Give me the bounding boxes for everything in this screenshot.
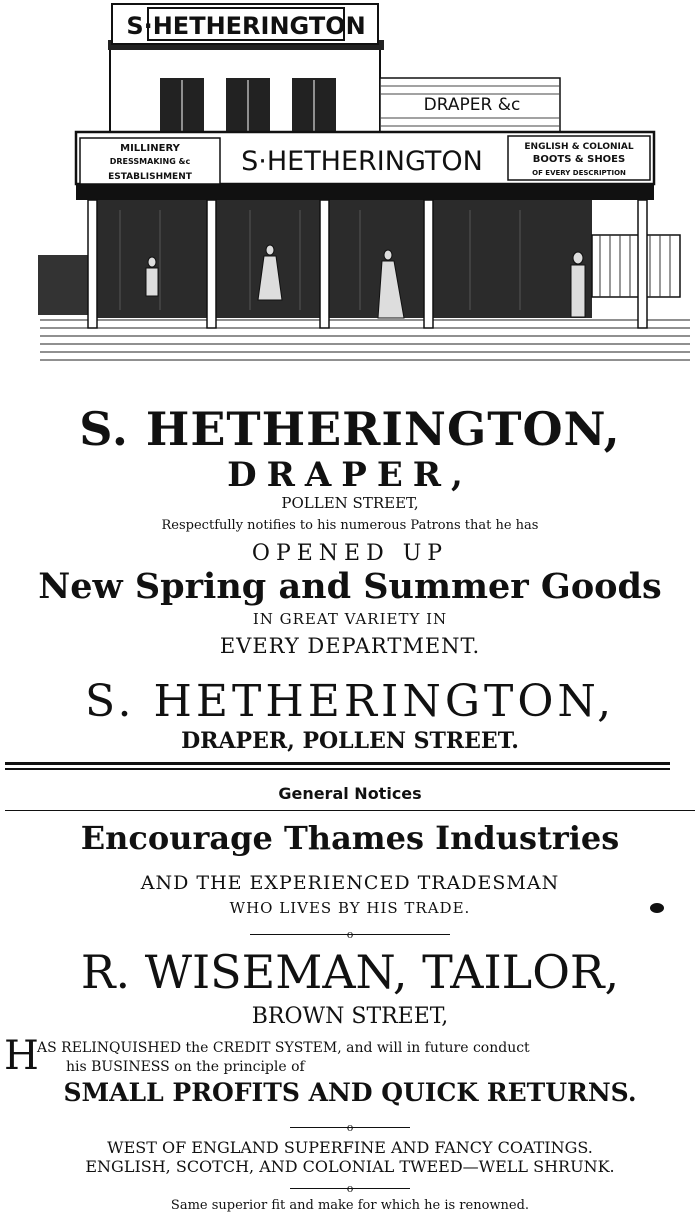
coatings-line: WEST OF ENGLAND SUPERFINE AND FANCY COATINGS. (107, 1138, 593, 1157)
double-rule-top (5, 762, 670, 765)
pollen-street: POLLEN STREET, (281, 494, 419, 512)
footer-line: Same superior fit and make for which he is renowned. (170, 1198, 530, 1213)
body-line-2: his BUSINESS on the principle of (66, 1059, 305, 1075)
main-sign: S·HETHERINGTON (241, 146, 483, 177)
section-heading: General Notices (278, 784, 422, 803)
right-board-line-2: BOOTS & SHOES (532, 154, 626, 165)
section-rule (5, 810, 695, 811)
tradesman-line: AND THE EXPERIENCED TRADESMAN (140, 872, 560, 894)
variety-line: IN GREAT VARIETY IN (252, 610, 448, 628)
ink-blot (650, 903, 664, 913)
thames-headline: Encourage Thames Industries (80, 819, 620, 857)
body-line-1: AS RELINQUISHED the CREDIT SYSTEM, and will in future conduct (37, 1040, 530, 1056)
right-board-line-1: ENGLISH & COLONIAL (524, 142, 634, 152)
hetherington-name-2: S. HETHERINGTON, (84, 676, 616, 727)
brown-street: BROWN STREET, (251, 1004, 449, 1029)
side-sign: DRAPER &c (423, 95, 521, 115)
shop-engraving (0, 0, 700, 380)
left-board-line-1: MILLINERY (120, 143, 180, 154)
slogan-line: SMALL PROFITS AND QUICK RETURNS. (63, 1078, 637, 1107)
double-rule-bottom (5, 768, 670, 770)
left-board-line-3: ESTABLISHMENT (108, 172, 192, 182)
opened-up: OPENED UP (251, 541, 449, 566)
left-board-line-2: DRESSMAKING &c (109, 157, 191, 166)
drop-cap: H (4, 1033, 39, 1079)
divider-mark-2: o (346, 1121, 354, 1134)
department-line: EVERY DEPARTMENT. (219, 634, 481, 658)
address-line: DRAPER, POLLEN STREET. (181, 728, 519, 754)
roof-sign: S·HETHERINGTON (126, 12, 366, 40)
goods-headline: New Spring and Summer Goods (38, 566, 662, 607)
hetherington-name: S. HETHERINGTON, (79, 402, 621, 456)
wiseman-name: R. WISEMAN, TAILOR, (80, 945, 620, 999)
notice-line: Respectfully notifies to his numerous Patrons that he has (161, 518, 539, 533)
divider-mark-3: o (346, 1182, 354, 1195)
tweed-line: ENGLISH, SCOTCH, AND COLONIAL TWEED—WELL SHRUNK. (85, 1157, 615, 1176)
right-board-line-3: OF EVERY DESCRIPTION (532, 169, 626, 177)
lives-by-trade-line: WHO LIVES BY HIS TRADE. (229, 899, 471, 917)
draper-title: DRAPER, (227, 455, 473, 495)
divider-mark-1: o (346, 928, 354, 941)
